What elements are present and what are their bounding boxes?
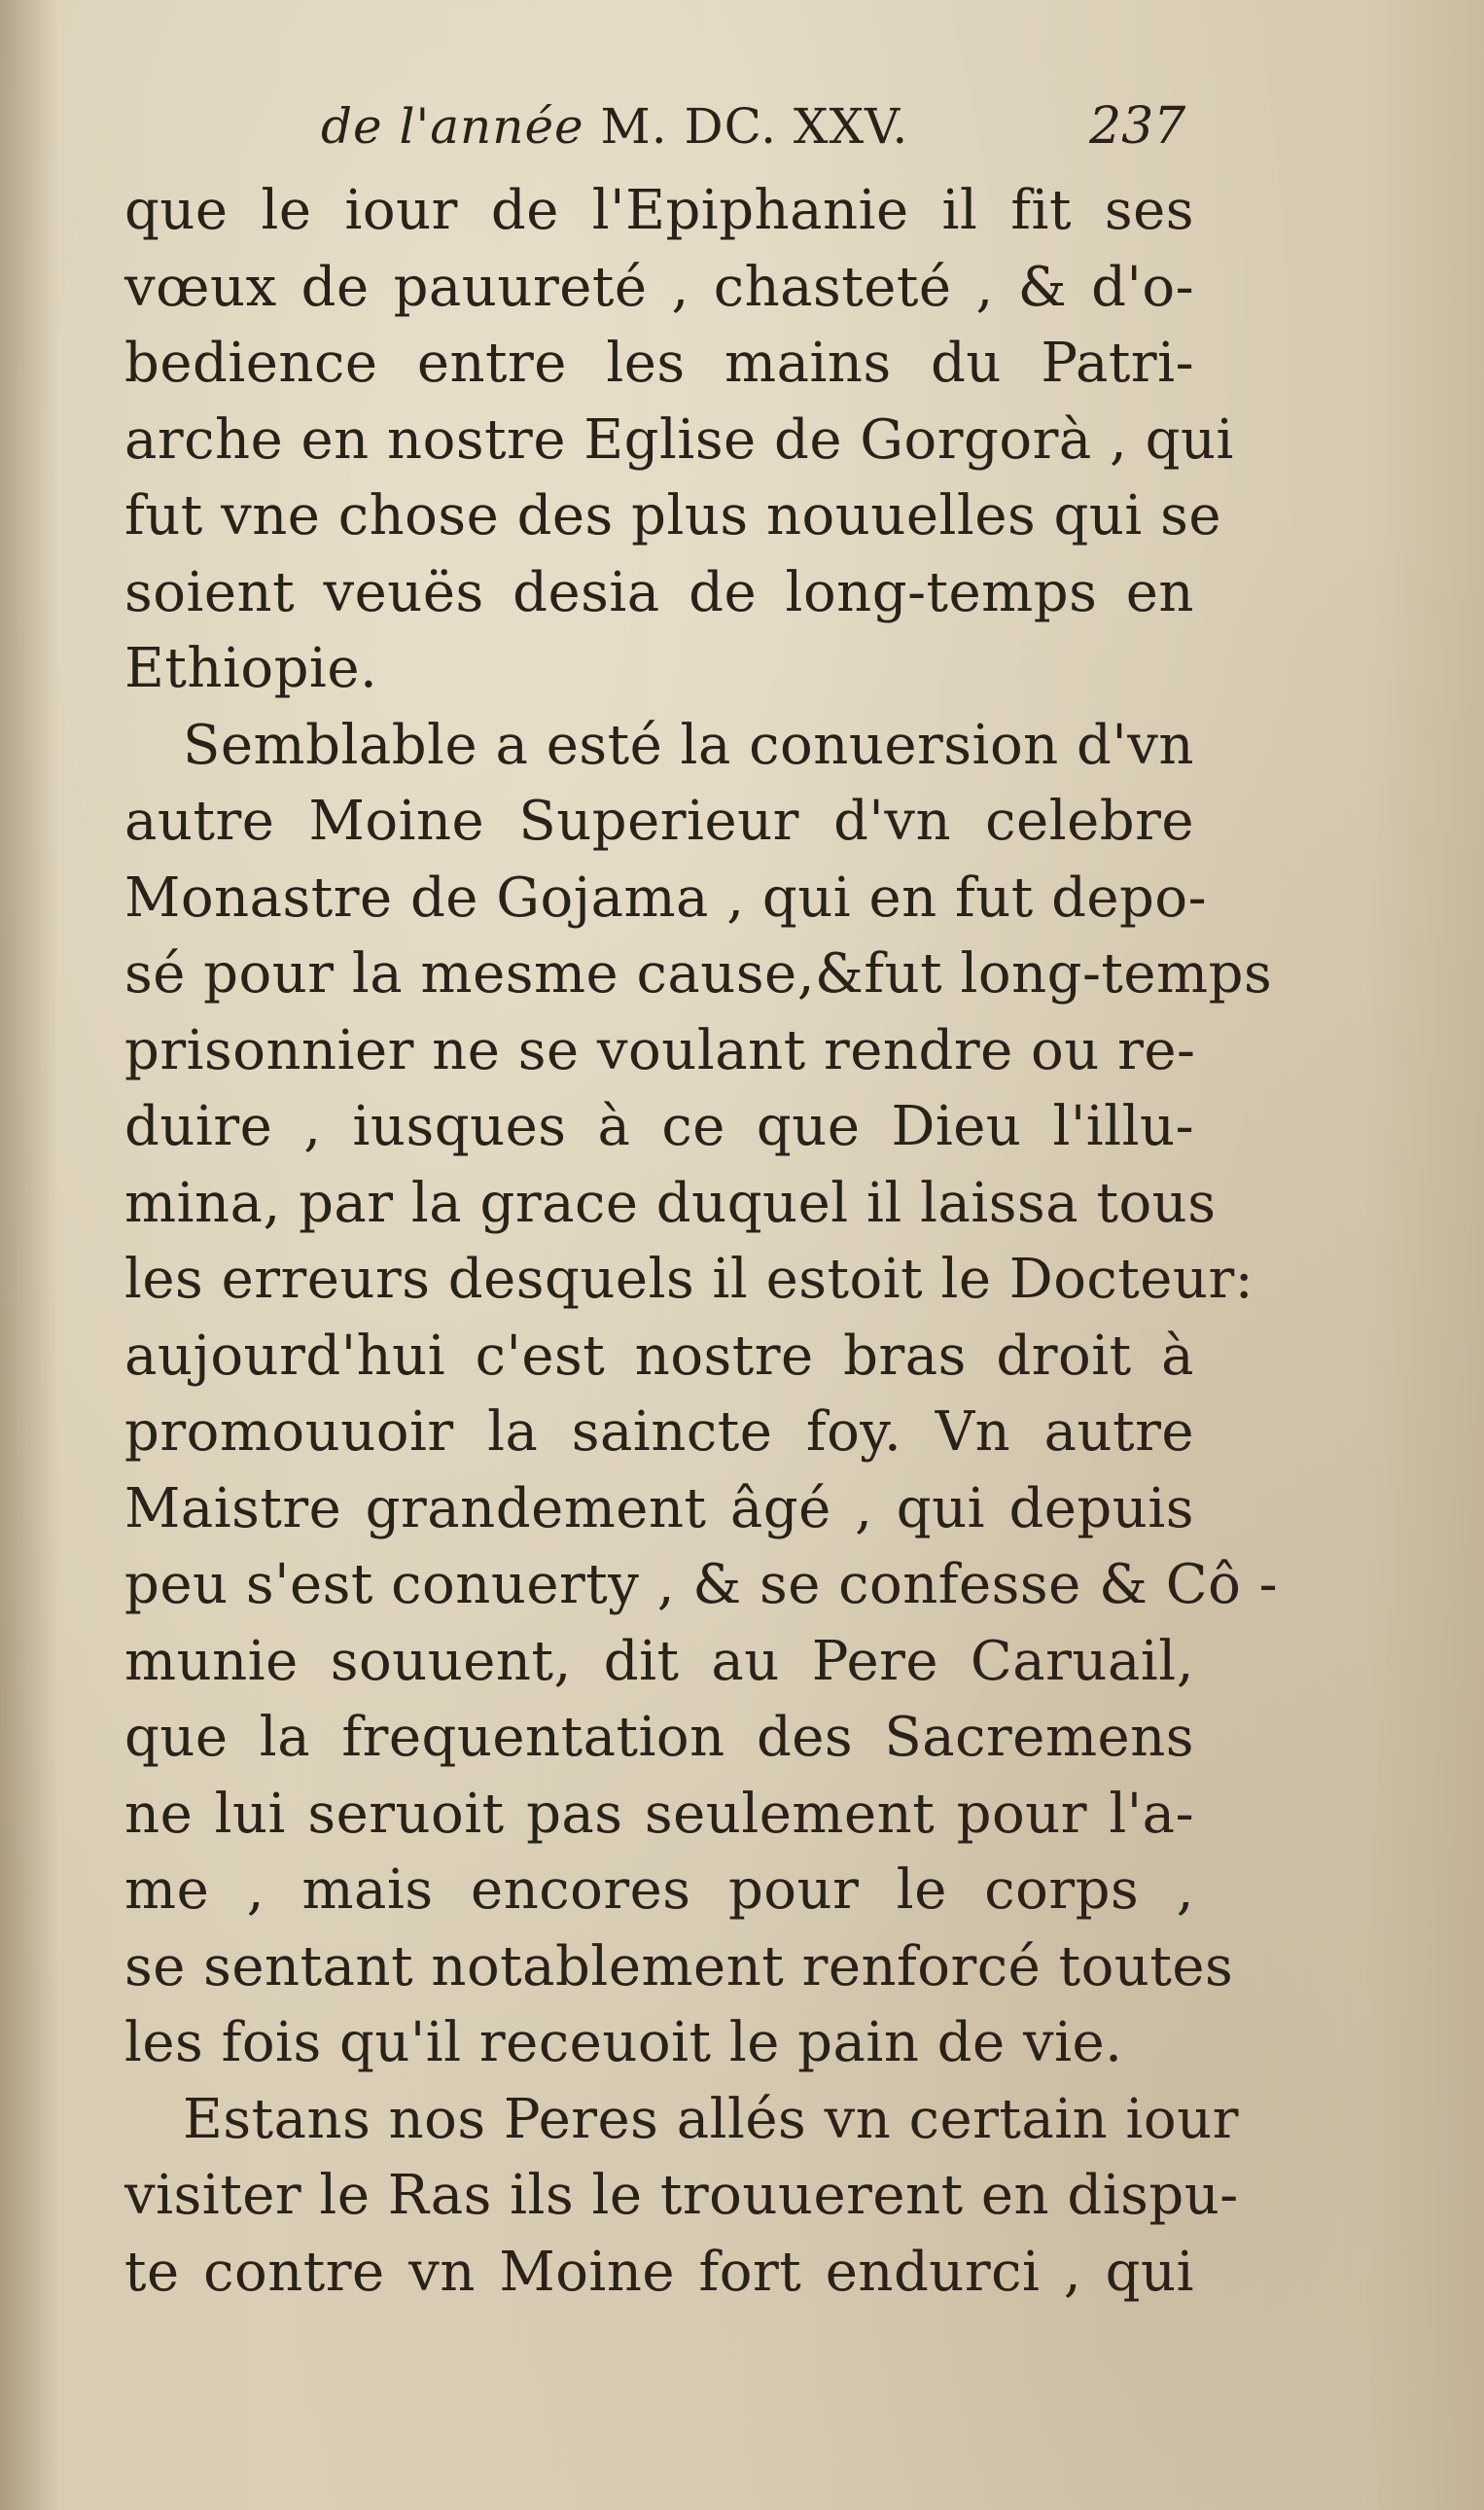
text-line: Maistre grandement âgé , qui depuis (124, 1476, 1194, 1540)
text-line: mina, par la grace duquel il laissa tous (124, 1171, 1217, 1235)
text-line: Monastre de Gojama , qui en fut depo- (124, 866, 1208, 930)
running-head-title (321, 92, 908, 160)
text-line: ne lui seruoit pas seulement pour l'a- (124, 1782, 1194, 1846)
text-line: peu s'est conuerty , & se confesse & Cô - (124, 1553, 1279, 1616)
paragraph-start-line: Estans nos Peres allés vn certain iour (183, 2087, 1239, 2151)
text-line: prisonnier ne se voulant rendre ou re- (124, 1018, 1196, 1082)
text-line: te contre vn Moine fort endurci , qui (124, 2240, 1194, 2304)
text-line: autre Moine Superieur d'vn celebre (124, 790, 1194, 853)
page-spine-shadow (0, 0, 58, 2510)
text-line: sé pour la mesme cause,&fut long-temps (124, 942, 1273, 1006)
text-line: que le iour de l'Epiphanie il fit ses (124, 179, 1194, 242)
text-line: les fois qu'il receuoit le pain de vie. (124, 2011, 1123, 2074)
text-line: bedience entre les mains du Patri- (124, 332, 1194, 395)
text-line: se sentant notablement renforcé toutes (124, 1934, 1234, 1998)
body-text (124, 173, 1279, 2311)
text-line: les erreurs desquels il estoit le Docteur: (124, 1248, 1254, 1311)
running-head (0, 92, 1484, 160)
page-number: 237 (1089, 97, 1186, 156)
text-line: vœux de pauureté , chasteté , & d'o- (124, 255, 1194, 319)
running-head-year: M. DC. XXV. (600, 98, 909, 155)
text-line: promouuoir la saincte foy. Vn autre (124, 1400, 1194, 1464)
text-line: duire , iusques à ce que Dieu l'illu- (124, 1095, 1194, 1158)
text-line: que la frequentation des Sacremens (124, 1706, 1194, 1769)
text-line: munie souuent, dit au Pere Caruail, (124, 1629, 1194, 1693)
text-line: aujourd'hui c'est nostre bras droit à (124, 1324, 1194, 1388)
text-line: visiter le Ras ils le trouuerent en dispu- (124, 2164, 1239, 2227)
text-line: arche en nostre Eglise de Gorgorà , qui (124, 407, 1234, 472)
text-line: me , mais encores pour le corps , (124, 1858, 1194, 1922)
text-line: fut vne chose des plus nouuelles qui se (124, 484, 1222, 548)
text-line: soient veuës desia de long-temps en (124, 560, 1194, 624)
running-head-italic: de l'année (321, 98, 584, 155)
text-line: Ethiopie. (124, 637, 378, 700)
paragraph-start-line: Semblable a esté la conuersion d'vn (183, 713, 1194, 777)
